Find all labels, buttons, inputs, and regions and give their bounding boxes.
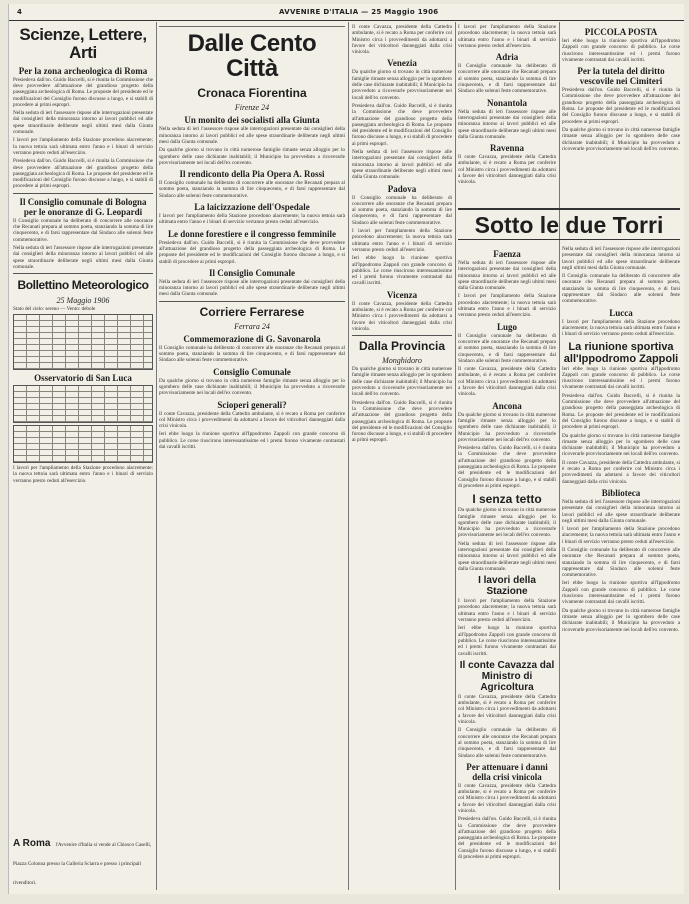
article-heading: La riunione sportiva all'Ippodromo Zappoli [563,340,679,365]
article-text: Nella seduta di ieri l'assessore rispose alle interrogazioni presentate dai consiglieri della minoranza intorno ai lavori pubblici ed alle spese straordinarie deliberate negli ultimi mesi dalla Giunta comunale. [562,498,680,524]
article-text: Nella seduta di ieri l'assessore rispose alle interrogazioni presentate dai consiglieri della minoranza intorno ai lavori pubblici ed alle spese straordinarie deliberate negli ultimi mesi dalla Giunta comunale. [458,108,556,140]
separator [13,193,153,194]
article-heading: I senza tetto [472,492,542,507]
article-heading: Il Consiglio Comunale [208,267,295,278]
article-text: I lavori per l'ampliamento della Stazione procedono alacremente; la nuova tettoia sarà ultimata entro l'anno e i binari di servizio verranno presto ceduti all'esercizio. [352,228,452,253]
article-text: I lavori per l'ampliamento della Stazione procedono alacremente; la nuova tettoia sarà ultimata entro l'anno e i binari di servizio verranno presto ceduti all'esercizio. [562,318,680,338]
title-rule [159,24,345,28]
meteo-title: Bollettino Meteorologico [17,278,149,293]
article-text: Ieri ebbe luogo la riunione sportiva all'Ippodromo Zappoli con grande concorso di pubblico. Le corse riuscirono interessantissime ed i premi furono vivamente contrastati dai cavalli iscritti. [159,431,345,450]
article-text: Da qualche giorno si trovano in città numerose famiglie rimaste senza alloggio per lo sgombero delle case dichiarate inabitabili; il Municipio ha provveduto a ricoverarle provvisoriamente nei locali dell'ex convento. [562,432,680,458]
article-text: Il Consiglio comunale ha deliberato di concorrere alle onoranze che Recanati prepara al sommo poeta, stanziando la somma di lire cinquecento, e di farsi rappresentare dal Sindaco alle solenni feste commemorative. [562,546,680,579]
article-text: Il conte Cavazza, presidente della Cattedra ambulante, si è recato a Roma per conferire col Ministro circa i provvedimenti da adottarsi a favore dei viticoltori danneggiati dalla crisi vinicola. [562,459,680,485]
article-heading: Un monito dei socialisti alla Giunta [184,115,320,126]
city-heading: Padova [387,183,417,194]
article-text: Nella seduta di ieri l'assessore rispose alle interrogazioni presentate dai consiglieri della minoranza intorno ai lavori pubblici ed alle spese straordinarie deliberate negli ultimi mesi dalla Giunta comunale. [458,260,556,292]
section-subtitle: Corriere Ferrarese [199,304,305,319]
article-text: Il conte Cavazza, presidente della Cattedra ambulante, si è recato a Roma per conferire col Ministro circa i provvedimenti da adottarsi a favore dei viticoltori danneggiati dalla crisi vinicola. [352,300,452,332]
article-heading: Per la tutela del diritto vescovile nei Cimiteri [577,66,665,87]
article-text: I lavori per l'ampliamento della Stazione procedono alacremente; la nuova tettoia sarà ultimata entro l'anno e i binari di servizio verranno presto ceduti all'esercizio. [562,526,680,545]
article-text: Il conte Cavazza, presidente della Cattedra ambulante, si è recato a Roma per conferire col Ministro circa i provvedimenti da adottarsi a favore dei viticoltori danneggiati dalla crisi vinicola. [458,782,556,814]
advert-text: l'Avvenire d'Italia si vende al Chiosco Caselli, Piazza Colonna presso la Galleria Sciarra e presso i principali rivenditori. [13,842,152,886]
article-text: Presiedeva dall'on. Guido Baccelli, si è riunita la Commissione che deve provvedere all'attuazione del grandioso progetto della passeggiata archeologica di Roma. Le proposte del presidente ed le modificazioni del Consiglio furono discusse a lungo, e si stabilì di procedere ai primi espropri. [352,102,452,147]
article-heading: Per la zona archeologica di Roma [18,65,148,76]
column-4-lower [458,246,556,890]
city-heading: Venezia [387,58,417,69]
article-heading: Il conte Cavazza dal Ministro di Agricoltura [459,659,555,693]
meteo-note: Stato del cielo: sereno — Vento: debole [13,305,96,312]
article-text: Ieri ebbe luogo la riunione sportiva all'Ippodromo Zappoli con grande concorso di pubblico. Le corse riuscirono interessantissime ed i premi furono vivamente contrastati dai cavalli iscritti. [458,625,556,657]
article-heading: Commemorazione di G. Savonarola [183,333,321,344]
advert-box [13,831,153,888]
article-text: Nella seduta di ieri l'assessore rispose alle interrogazioni presentate dai consiglieri della minoranza intorno ai lavori pubblici ed alle spese straordinarie deliberate negli ultimi mesi dalla Giunta comunale. [13,244,153,270]
article-heading: I lavori della Stazione [478,575,536,598]
section-banner [458,208,680,240]
column-5-lower [562,246,680,890]
masthead [9,6,684,21]
article-text: I lavori per l'ampliamento della Stazione procedono alacremente; la nuova tettoia sarà ultimata entro l'anno e i binari di servizio verranno presto ceduti all'esercizio. [458,24,556,49]
article-text: I lavori per l'ampliamento della Stazione procedono alacremente; la nuova tettoia sarà ultimata entro l'anno e i binari di servizio verranno presto ceduti all'esercizio. [13,137,153,156]
article-text: Il conte Cavazza, presidente della Cattedra ambulante, si è recato a Roma per conferire col Ministro circa i provvedimenti da adottarsi a favore dei viticoltori danneggiati dalla crisi vinicola. [458,693,556,726]
column-rule [455,22,456,890]
article-text: I lavori per l'ampliamento della Stazione procedono alacremente; la nuova tettoia sarà ultimata entro l'anno e i binari di servizio verranno presto ceduti all'esercizio. [458,598,556,624]
article-heading: Scioperi generali? [217,399,287,410]
article-text: Nella seduta di ieri l'assessore rispose alle interrogazioni presentate dai consiglieri della minoranza intorno ai lavori pubblici ed alle spese straordinarie deliberate negli ultimi mesi dalla Giunta comunale. [159,278,345,298]
city-heading: Vicenza [386,289,418,300]
article-text: Il Consiglio comunale ha deliberato di concorrere alle onoranze che Recanati prepara al sommo poeta, stanziando la somma di lire cinquecento, e di farsi rappresentare dal Sindaco alle solenni feste commemorative. [458,727,556,759]
running-head: AVVENIRE D'ITALIA — 25 Maggio 1906 [279,8,439,16]
section-title: Sotto le due Torri [474,212,664,238]
article-heading: Il Consiglio comunale di Bologna per le onoranze di G. Leopardi [19,196,147,217]
separator [352,335,452,336]
article-text: Nella seduta di ieri l'assessore rispose alle interrogazioni presentate dai consiglieri della minoranza intorno ai lavori pubblici ed alle spese straordinarie deliberate negli ultimi mesi dalla Giunta comunale. [562,246,680,271]
article-heading: Biblioteca [601,487,641,498]
article-text: Presiedeva dall'on. Guido Baccelli, si è riunita la Commissione che deve provvedere all'attuazione del grandioso progetto della passeggiata archeologica di Roma. Le proposte del presidente ed le modificazioni del Consiglio furono discusse a lungo, e si stabilì di procedere ai primi espropri. [458,816,556,861]
city-heading: Adria [495,52,519,63]
article-heading: Consiglio Comunale [213,366,291,377]
dateline: Firenze 24 [234,103,270,113]
article-text: Il conte Cavazza, presidente della Cattedra ambulante, si è recato a Roma per conferire col Ministro circa i provvedimenti da adottarsi a favore dei viticoltori danneggiati dalla crisi vinicola. [352,24,452,56]
article-text: Nella seduta di ieri l'assessore rispose alle interrogazioni presentate dai consiglieri della minoranza intorno ai lavori pubblici ed alle spese straordinarie deliberate negli ultimi mesi dalla Giunta comunale. [458,540,556,572]
piccola-posta-heading: PICCOLA POSTA [584,27,658,37]
obs-table [13,385,153,423]
article-text: Il conte Cavazza, presidente della Cattedra ambulante, si è recato a Roma per conferire col Ministro circa i provvedimenti da adottarsi a favore dei viticoltori danneggiati dalla crisi vinicola. [458,154,556,186]
obs-title: Osservatorio di San Luca [34,373,132,383]
article-text: Da qualche giorno si trovano in città numerose famiglie rimaste senza alloggio per lo sgombero delle case dichiarate inabitabili; il Municipio ha provveduto a ricoverarle provvisoriamente nei locali dell'ex convento. [159,377,345,397]
separator [159,301,345,302]
section-title: Scienze, Lettere, Arti [19,25,147,62]
separator [13,273,153,274]
article-text: Nella seduta di ieri l'assessore rispose alle interrogazioni presentate dai consiglieri della minoranza intorno ai lavori pubblici ed alle spese straordinarie deliberate negli ultimi mesi dalla Giunta comunale. [13,110,153,136]
column-1 [13,24,153,890]
article-text: Nella seduta di ieri l'assessore rispose alle interrogazioni presentate dai consiglieri della minoranza intorno ai lavori pubblici ed alle spese straordinarie deliberate negli ultimi mesi dalla Giunta comunale. [159,126,345,145]
article-text: Il Consiglio comunale ha deliberato di concorrere alle onoranze che Recanati prepara al sommo poeta, stanziando la somma di lire cinquecento, e di farsi rappresentare dal Sindaco alle solenni feste commemorative. [13,217,153,243]
column-4 [458,24,556,206]
article-text: Il Consiglio comunale ha deliberato di concorrere alle onoranze che Recanati prepara al sommo poeta, stanziando la somma di lire cinquecento, e di farsi rappresentare dal Sindaco alle solenni feste commemorative. [458,332,556,364]
article-text: I lavori per l'ampliamento della Stazione procedono alacremente; la nuova tettoia sarà ultimata entro l'anno e i binari di servizio verranno presto ceduti all'esercizio. [458,293,556,319]
city-heading: Nonantola [486,97,527,108]
article-text: Presiedeva dall'on. Guido Baccelli, si è riunita la Commissione che deve provvedere all'attuazione del grandioso progetto della passeggiata archeologica di Roma. Le proposte del presidente ed le modificazioni del Consiglio furono discusse a lungo, e si stabilì di procedere ai primi espropri. [562,392,680,431]
city-heading: Ancona [492,400,522,411]
column-2 [159,24,345,890]
meteo-date: 25 Maggio 1906 [56,295,110,305]
article-heading: La laicizzazione dell'Ospedale [194,202,310,213]
article-text: Il Consiglio comunale ha deliberato di concorrere alle onoranze che Recanati prepara al sommo poeta, stanziando la somma di lire cinquecento, e di farsi rappresentare dal Sindaco alle solenni feste commemorative. [562,273,680,305]
article-text: Il Consiglio comunale ha deliberato di concorrere alle onoranze che Recanati prepara al sommo poeta, stanziando la somma di lire cinquecento, e di farsi rappresentare dal Sindaco alle solenni feste commemorative. [159,344,345,364]
article-text: Presiedeva dall'on. Guido Baccelli, si è riunita la Commissione che deve provvedere all'attuazione del grandioso progetto della passeggiata archeologica di Roma. Le proposte del presidente ed le modificazioni del Consiglio furono discusse a lungo, e si stabilì di procedere ai primi espropri. [458,445,556,489]
section-subtitle: Cronaca Fiorentina [197,86,307,101]
city-heading: Lugo [496,321,517,332]
article-text: Da qualche giorno si trovano in città numerose famiglie rimaste senza alloggio per lo sgombero delle case dichiarate inabitabili; il Municipio ha provveduto a ricoverarle provvisoriamente nei locali dell'ex convento. [159,147,345,166]
city-heading: Faenza [493,249,521,259]
article-text: Ieri ebbe luogo la riunione sportiva all'Ippodromo Zappoli con grande concorso di pubblico. Le corse riuscirono interessantissime ed i premi furono vivamente contrastati dai cavalli iscritti. [562,365,680,391]
article-text: Il Consiglio comunale ha deliberato di concorrere alle onoranze che Recanati prepara al sommo poeta, stanziando la somma di lire cinquecento, e di farsi rappresentare dal Sindaco alle solenni feste commemorative. [352,194,452,226]
section-title: Dalle Cento Città [187,30,317,83]
dateline: Ferrara 24 [234,321,270,331]
meteo-table [13,314,153,370]
article-text: Il conte Cavazza, presidente della Cattedra ambulante, si è recato a Roma per conferire col Ministro circa i provvedimenti da adottarsi a favore dei viticoltori danneggiati dalla crisi vinicola. [159,410,345,430]
article-text: Da qualche giorno si trovano in città numerose famiglie rimaste senza alloggio per lo sgombero delle case dichiarate inabitabili; il Municipio ha provveduto a ricoverarle provvisoriamente nei locali dell'ex convento. [562,607,680,633]
article-text: Da qualche giorno si trovano in città numerose famiglie rimaste senza alloggio per lo sgombero delle case dichiarate inabitabili; il Municipio ha provveduto a ricoverarle provvisoriamente nei locali dell'ex convento. [562,126,680,152]
article-text: Nella seduta di ieri l'assessore rispose alle interrogazioni presentate dai consiglieri della minoranza intorno ai lavori pubblici ed alle spese straordinarie deliberate negli ultimi mesi dalla Giunta comunale. [352,149,452,181]
article-text: Ieri ebbe luogo la riunione sportiva all'Ippodromo Zappoli con grande concorso di pubblico. Le corse riuscirono interessantissime ed i premi furono vivamente contrastati dai cavalli iscritti. [562,38,680,63]
article-text: Da qualche giorno si trovano in città numerose famiglie rimaste senza alloggio per lo sgombero delle case dichiarate inabitabili; il Municipio ha provveduto a ricoverarle provvisoriamente nei locali dell'ex convento. [458,507,556,539]
article-heading: Il rendiconto della Pia Opera A. Rossi [179,169,325,180]
column-rule [559,22,560,890]
article-text: Presiedeva dall'on. Guido Baccelli, si è riunita la Commissione che deve provvedere all'attuazione del grandioso progetto della passeggiata archeologica di Roma. Le proposte del presidente ed le modificazioni del Consiglio furono discusse a lungo, e si stabilì di procedere ai primi espropri. [13,158,153,190]
article-text: Il Consiglio comunale ha deliberato di concorrere alle onoranze che Recanati prepara al sommo poeta, stanziando la somma di lire cinquecento, e di farsi rappresentare dal Sindaco alle solenni feste commemorative. [159,180,345,199]
newspaper-page [8,4,684,894]
article-text: Ieri ebbe luogo la riunione sportiva all'Ippodromo Zappoli con grande concorso di pubblico. Le corse riuscirono interessantissime ed i premi furono vivamente contrastati dai cavalli iscritti. [352,255,452,287]
dateline: Monghidoro [382,356,422,366]
article-text: Il conte Cavazza, presidente della Cattedra ambulante, si è recato a Roma per conferire col Ministro circa i provvedimenti da adottarsi a favore dei viticoltori danneggiati dalla crisi vinicola. [458,366,556,398]
column-3 [352,24,452,890]
column-5 [562,24,680,206]
page-number: 4 [17,8,23,16]
article-text: Ieri ebbe luogo la riunione sportiva all'Ippodromo Zappoli con grande concorso di pubblico. Le corse riuscirono interessantissime ed i premi furono vivamente contrastati dai cavalli iscritti. [562,580,680,606]
article-text: I lavori per l'ampliamento della Stazione procedono alacremente; la nuova tettoia sarà ultimata entro l'anno e i binari di servizio verranno presto ceduti all'esercizio. [13,465,153,484]
city-heading: Lucca [609,307,633,318]
obs-table-2 [13,425,153,463]
section-subtitle: Dalla Provincia [358,339,446,354]
advert-title: A Roma [13,838,51,849]
article-heading: Per attenuare i danni della crisi vinicola [466,761,548,782]
article-heading: Le donne forestiere e il congresso femminile [168,228,336,239]
article-text: Da qualche giorno si trovano in città numerose famiglie rimaste senza alloggio per lo sgombero delle case dichiarate inabitabili; il Municipio ha provveduto a ricoverarle provvisoriamente nei locali dell'ex convento. [352,366,452,398]
article-text: Il Consiglio comunale ha deliberato di concorrere alle onoranze che Recanati prepara al sommo poeta, stanziando la somma di lire cinquecento, e di farsi rappresentare dal Sindaco alle solenni feste commemorative. [458,63,556,95]
article-text: Presiedeva dall'on. Guido Baccelli, si è riunita la Commissione che deve provvedere all'attuazione del grandioso progetto della passeggiata archeologica di Roma. Le proposte del presidente ed le modificazioni del Consiglio furono discusse a lungo, e si stabilì di procedere ai primi espropri. [13,76,153,108]
city-heading: Ravenna [489,143,524,154]
article-text: Presiedeva dall'on. Guido Baccelli, si è riunita la Commissione che deve provvedere all'attuazione del grandioso progetto della passeggiata archeologica di Roma. Le proposte del presidente ed le modificazioni del Consiglio furono discusse a lungo, e si stabilì di procedere ai primi espropri. [352,399,452,444]
article-text: I lavori per l'ampliamento della Stazione procedono alacremente; la nuova tettoia sarà ultimata entro l'anno e i binari di servizio verranno presto ceduti all'esercizio. [159,213,345,226]
article-text: Presiedeva dall'on. Guido Baccelli, si è riunita la Commissione che deve provvedere all'attuazione del grandioso progetto della passeggiata archeologica di Roma. Le proposte del presidente ed le modificazioni del Consiglio furono discusse a lungo, e si stabilì di procedere ai primi espropri. [562,87,680,125]
article-text: Da qualche giorno si trovano in città numerose famiglie rimaste senza alloggio per lo sgombero delle case dichiarate inabitabili; il Municipio ha provveduto a ricoverarle provvisoriamente nei locali dell'ex convento. [458,411,556,443]
column-rule [348,22,349,890]
article-text: Da qualche giorno si trovano in città numerose famiglie rimaste senza alloggio per lo sgombero delle case dichiarate inabitabili; il Municipio ha provveduto a ricoverarle provvisoriamente nei locali dell'ex convento. [352,69,452,101]
article-text: Presiedeva dall'on. Guido Baccelli, si è riunita la Commissione che deve provvedere all'attuazione del grandioso progetto della passeggiata archeologica di Roma. Le proposte del presidente ed le modificazioni del Consiglio furono discusse a lungo, e si stabilì di procedere ai primi espropri. [159,239,345,265]
column-rule [156,22,157,890]
